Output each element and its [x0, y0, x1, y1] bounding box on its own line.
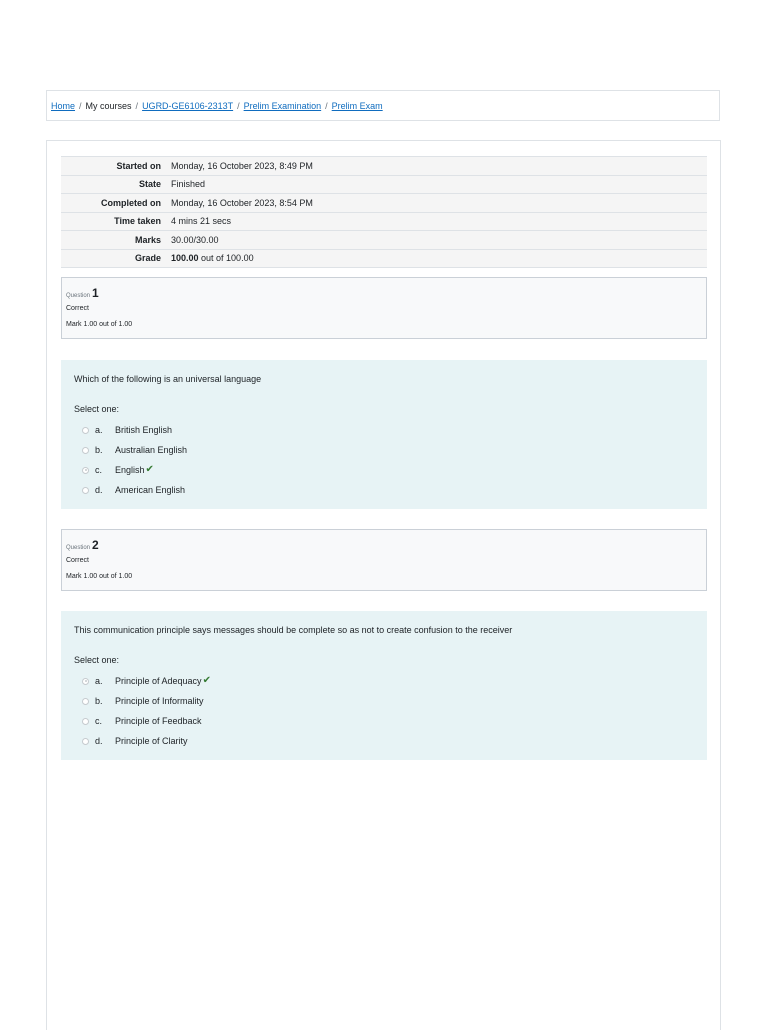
answer-list: [74, 420, 694, 500]
correct-check-icon: ✔: [202, 675, 211, 686]
breadcrumb-separator: /: [325, 101, 328, 111]
summary-value-started-on: Monday, 16 October 2023, 8:49 PM: [166, 157, 707, 176]
question-number-label: Question: [66, 293, 91, 299]
answer-letter: c.: [95, 716, 103, 726]
answer-option-d: [74, 731, 694, 751]
grade-out-of: out of 100.00: [198, 253, 254, 264]
answer-prompt: Select one:: [74, 404, 120, 414]
question-state: Correct: [66, 557, 89, 564]
answer-text: Principle of Clarity: [115, 736, 188, 746]
summary-row: [61, 249, 707, 268]
answer-text: Principle of Informality: [115, 696, 204, 706]
breadcrumb: [51, 101, 383, 111]
summary-label-completed-on: Completed on: [61, 194, 166, 213]
summary-row: [61, 212, 707, 231]
question-2-info: [61, 529, 707, 591]
summary-row: [61, 157, 707, 176]
answer-radio-selected[interactable]: [82, 467, 89, 474]
answer-letter: a.: [95, 425, 103, 435]
answer-option-b: [74, 440, 694, 460]
answer-option-b: [74, 691, 694, 711]
question-state: Correct: [66, 305, 89, 312]
question-grade: Mark 1.00 out of 1.00: [66, 321, 133, 328]
answer-letter: d.: [95, 485, 103, 495]
answer-radio[interactable]: [82, 487, 89, 494]
answer-text: English: [115, 465, 145, 475]
summary-label-grade: Grade: [61, 249, 166, 268]
summary-label-started-on: Started on: [61, 157, 166, 176]
question-number-label: Question: [66, 545, 91, 551]
breadcrumb-separator: /: [79, 101, 82, 111]
summary-label-state: State: [61, 175, 166, 194]
answer-radio[interactable]: [82, 738, 89, 745]
summary-value-time-taken: 4 mins 21 secs: [166, 212, 707, 231]
question-number: 1: [92, 286, 99, 300]
answer-text: Principle of Adequacy: [115, 676, 202, 686]
summary-value-grade: [166, 249, 707, 268]
answer-letter: b.: [95, 696, 103, 706]
answer-option-d: [74, 480, 694, 500]
answer-option-c: [74, 711, 694, 731]
summary-value-state: Finished: [166, 175, 707, 194]
breadcrumb-section-link[interactable]: Prelim Examination: [243, 101, 322, 111]
breadcrumb-separator: /: [237, 101, 240, 111]
answer-letter: b.: [95, 445, 103, 455]
answer-letter: a.: [95, 676, 103, 686]
answer-text: British English: [115, 425, 173, 435]
answer-radio[interactable]: [82, 718, 89, 725]
answer-letter: d.: [95, 736, 103, 746]
correct-check-icon: ✔: [145, 464, 154, 475]
answer-option-a: [74, 671, 694, 691]
answer-option-a: [74, 420, 694, 440]
breadcrumb-course-link[interactable]: UGRD-GE6106-2313T: [142, 101, 234, 111]
answer-radio[interactable]: [82, 698, 89, 705]
summary-value-completed-on: Monday, 16 October 2023, 8:54 PM: [166, 194, 707, 213]
question-text: Which of the following is an universal language: [74, 374, 262, 384]
answer-letter: c.: [95, 465, 103, 475]
answer-text: American English: [115, 485, 186, 495]
question-text: This communication principle says messages should be complete so as not to create confusion to the receiver: [74, 625, 513, 635]
summary-row: [61, 194, 707, 213]
answer-radio[interactable]: [82, 427, 89, 434]
question-2-content: [61, 611, 707, 760]
answer-option-c: [74, 460, 694, 480]
quiz-review-summary: [61, 156, 707, 268]
breadcrumb-separator: /: [135, 101, 139, 111]
answer-prompt: Select one:: [74, 655, 120, 665]
breadcrumb-bar: [46, 90, 720, 121]
answer-text: Principle of Feedback: [115, 716, 202, 726]
grade-score: 100.00: [171, 253, 199, 264]
question-grade: Mark 1.00 out of 1.00: [66, 573, 133, 580]
summary-row: [61, 231, 707, 250]
summary-label-time-taken: Time taken: [61, 212, 166, 231]
summary-row: [61, 175, 707, 194]
summary-label-marks: Marks: [61, 231, 166, 250]
breadcrumb-my-courses: My courses: [85, 101, 132, 111]
answer-text: Australian English: [115, 445, 188, 455]
answer-list: [74, 671, 694, 751]
breadcrumb-quiz-link[interactable]: Prelim Exam: [331, 101, 383, 111]
breadcrumb-home-link[interactable]: Home: [51, 101, 76, 111]
question-number: 2: [92, 538, 99, 552]
summary-value-marks: 30.00/30.00: [166, 231, 707, 250]
answer-radio-selected[interactable]: [82, 678, 89, 685]
question-1-info: [61, 277, 707, 339]
question-1-content: [61, 360, 707, 509]
answer-radio[interactable]: [82, 447, 89, 454]
